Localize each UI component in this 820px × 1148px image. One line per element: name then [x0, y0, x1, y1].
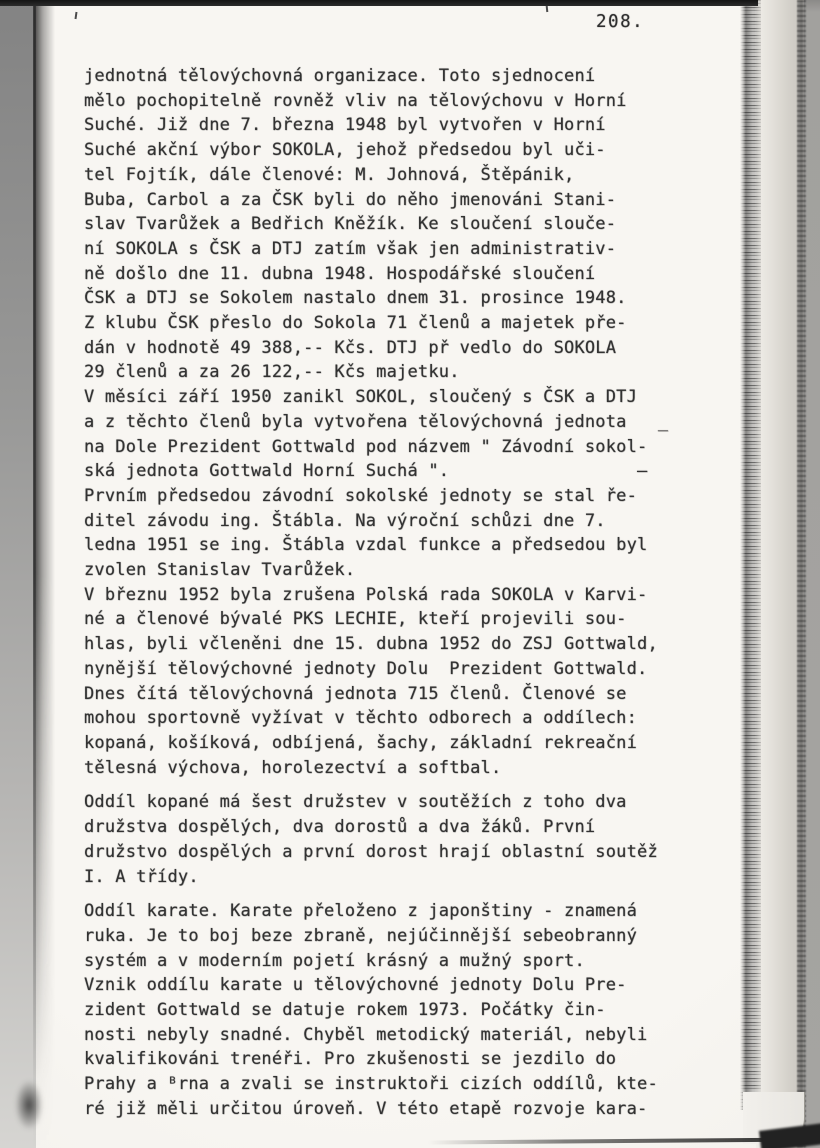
text-line: kopaná, košíková, odbíjená, šachy, základní rekreační: [84, 732, 638, 753]
text-line: Suché akční výbor SOKOLA, jehož předsedou byl uči-: [84, 140, 606, 161]
page-edge-speckle-right: [740, 0, 761, 1110]
text-line: Dnes čítá tělovýchovná jednota 715 členů. Členové se: [84, 683, 627, 704]
text-line: Prahy a ᴮrna a zvali se instruktoři cizích oddílů, kte-: [84, 1074, 658, 1095]
page-curl-edge: [797, 0, 806, 1148]
scan-edge-top: [0, 0, 758, 6]
text-line: ledna 1951 se ing. Štábla vzdal funkce a předsedou byl: [84, 535, 648, 556]
paragraph: [84, 64, 668, 780]
text-line: mohou sportovně vyžívat v těchto odborech a oddílech:: [84, 708, 638, 729]
text-line: družstva dospělých, dva dorostů a dva žáků. První: [84, 817, 596, 838]
text-line: mělo pochopitelně rovněž vliv na tělovýchovu v Horní: [84, 90, 627, 111]
page-number: 208.: [596, 12, 645, 32]
paragraph: [84, 790, 668, 889]
text-line: ní SOKOLA s ČSK a DTJ zatím však jen administrativ-: [84, 238, 617, 259]
scan-smudge-bottom-left: [15, 1080, 43, 1130]
text-line: ruka. Je to boj beze zbraně, nejúčinnější sebeobranný: [84, 925, 638, 946]
scan-speck: [75, 12, 78, 19]
text-line: kvalifikováni trenéři. Pro zkušenosti se jezdilo do: [84, 1049, 617, 1070]
text-line: zident Gottwald se datuje rokem 1973. Počátky čin-: [84, 1000, 606, 1021]
paragraph: [84, 899, 668, 1121]
text-line: nynější tělovýchovné jednoty Dolu Prezident Gottwald.: [84, 658, 648, 679]
text-line: V březnu 1952 byla zrušena Polská rada SOKOLA v Karvi-: [84, 584, 648, 605]
text-line: Z klubu ČSK přeslo do Sokola 71 členů a majetek pře-: [84, 313, 627, 334]
scan-speck: [546, 6, 549, 12]
text-line: ČSK a DTJ se Sokolem nastalo dnem 31. prosince 1948.: [84, 288, 627, 309]
text-line: nosti nebyly snadné. Chyběl metodický materiál, nebyli: [84, 1024, 648, 1045]
text-line: hlas, byli včleněni dne 15. dubna 1952 do ZSJ Gottwald,: [84, 634, 658, 655]
text-line: a z těchto členů byla vytvořena tělovýchovná jednota _: [84, 411, 669, 432]
text-line: Suché. Již dne 7. března 1948 byl vytvořen v Horní: [84, 115, 606, 136]
text-line: Prvním předsedou závodní sokolské jednoty se stal ře-: [84, 485, 638, 506]
text-line: né a členové bývalé PKS LECHIE, kteří projevili sou-: [84, 609, 627, 630]
text-line: slav Tvarůžek a Bedřich Kněžík. Ke sloučení slouče-: [84, 214, 617, 235]
text-line: ré již měli určitou úroveň. V této etapě rozvoje kara-: [84, 1098, 648, 1119]
text-line: jednotná tělovýchovná organizace. Toto sjednocení: [84, 66, 596, 86]
text-line: dán v hodnotě 49 388,-- Kčs. DTJ př vedlo do SOKOLA: [84, 337, 617, 358]
page-edge-shadow-left: [33, 0, 55, 1148]
text-line: I. A třídy.: [84, 866, 199, 887]
text-line: V měsíci září 1950 zanikl SOKOL, sloučený s ČSK a DTJ: [84, 387, 638, 408]
text-line: ská jednota Gottwald Horní Suchá ". –: [84, 461, 648, 482]
scanner-background-right: [804, 0, 820, 1148]
text-line: zvolen Stanislav Tvarůžek.: [84, 560, 356, 581]
text-line: Buba, Carbol a za ČSK byli do něho jmenováni Stani-: [84, 189, 617, 210]
text-line: 29 členů a za 26 122,-- Kčs majetku.: [84, 362, 460, 383]
text-line: družstvo dospělých a první dorost hrají oblastní soutěž: [84, 841, 658, 862]
text-line: systém a v moderním pojetí krásný a mužný sport.: [84, 950, 585, 971]
text-line: Vznik oddílu karate u tělovýchovné jednoty Dolu Pre-: [84, 975, 627, 996]
text-line: ditel závodu ing. Štábla. Na výroční schůzi dne 7.: [84, 510, 606, 531]
book-gutter: [0, 0, 36, 1148]
text-line: Oddíl kopané má šest družstev v soutěžích z toho dva: [84, 792, 627, 813]
text-line: tel Fojtík, dále členové: M. Johnová, Štěpánik,: [84, 164, 575, 185]
text-line: Oddíl karate. Karate přeloženo z japonštiny - znamená: [84, 901, 638, 922]
text-line: na Dole Prezident Gottwald pod názvem " Závodní sokol-: [84, 436, 648, 457]
page-text: [84, 64, 668, 1132]
text-line: ně došlo dne 11. dubna 1948. Hospodářské sloučení: [84, 263, 596, 284]
text-line: tělesná výchova, horolezectví a softbal.: [84, 757, 502, 778]
